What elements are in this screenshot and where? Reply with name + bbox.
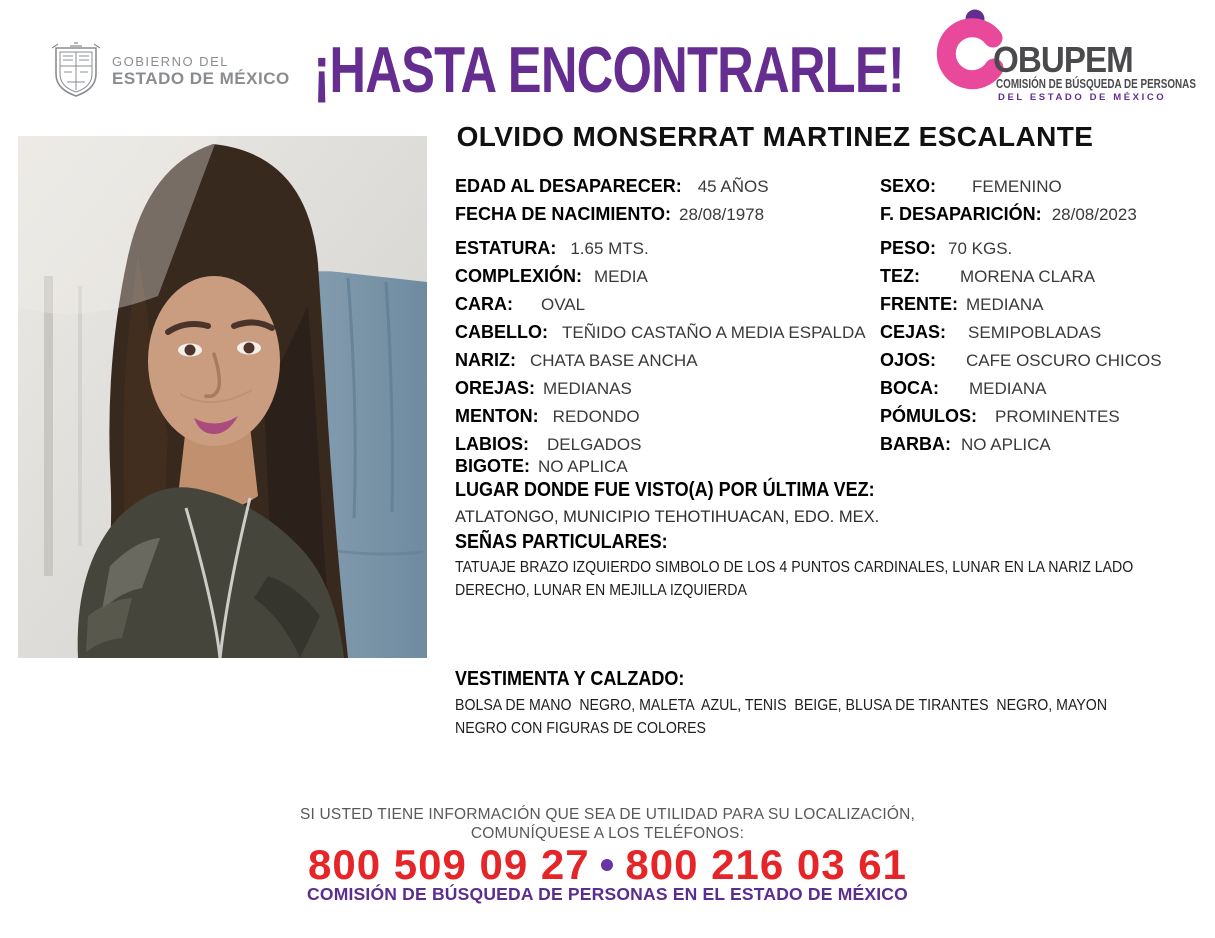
field-value: NO APLICA [538,457,628,476]
field-value: DELGADOS [547,435,642,454]
vestimenta-heading: VESTIMENTA Y CALZADO: [455,668,685,690]
field-value: MEDIANA [969,379,1047,398]
field-value: TEÑIDO CASTAÑO A MEDIA ESPALDA [562,323,866,342]
gov-logo-line1: GOBIERNO DEL [112,53,229,69]
phone-numbers [0,841,1215,889]
field-orejas [455,374,885,402]
cobupem-tagline2: DEL ESTADO DE MÉXICO [998,92,1167,103]
senas-heading: SEÑAS PARTICULARES: [455,531,668,553]
cobupem-wordmark: OBUPEM [993,39,1133,80]
field-label: SEXO: [880,176,937,196]
field-label: CABELLO: [455,322,548,342]
field-barba [880,430,1215,458]
field-label: BARBA: [880,434,951,454]
field-label: LABIOS: [455,434,529,454]
field-pomulos [880,402,1215,430]
field-value: 45 AÑOS [697,177,769,196]
footer-info-line1: SI USTED TIENE INFORMACIÓN QUE SEA DE UTILIDAD PARA SU LOCALIZACIÓN, [299,806,916,823]
field-estatura [455,234,885,262]
field-value: 1.65 MTS. [570,239,649,258]
field-value: OVAL [541,295,586,314]
field-boca [880,374,1215,402]
field-value: FEMENINO [972,177,1062,196]
field-frente [880,290,1215,318]
field-complexion [455,262,885,290]
field-desaparicion [880,200,1215,228]
field-value: MEDIANAS [543,379,632,398]
person-name: OLVIDO MONSERRAT MARTINEZ ESCALANTE [456,121,1094,152]
field-label: OREJAS: [455,378,536,398]
cobupem-logo [933,6,1196,106]
field-value: CAFE OSCURO CHICOS [966,351,1162,370]
field-value: NO APLICA [961,435,1051,454]
footer-org-line: COMISIÓN DE BÚSQUEDA DE PERSONAS EN EL ESTADO DE MÉXICO [307,884,908,904]
missing-person-photo [18,136,427,658]
field-tez [880,262,1215,290]
field-menton [455,402,885,430]
phone-separator-dot: • [599,841,616,888]
edomex-shield-icon [50,42,102,100]
field-label: PESO: [880,238,937,258]
field-label: CARA: [455,294,513,314]
field-edad [455,172,885,200]
field-label: TEZ: [880,266,920,286]
field-bigote [455,452,885,480]
field-label: ESTATURA: [455,238,557,258]
field-label: FRENTE: [880,294,958,314]
field-label: BIGOTE: [455,456,530,476]
field-label: F. DESAPARICIÓN: [880,204,1042,224]
field-sexo [880,172,1215,200]
footer-info-line2: COMUNÍQUESE A LOS TELÉFONOS: [470,825,745,842]
field-value: MORENA CLARA [960,267,1096,286]
field-value: SEMIPOBLADAS [968,323,1102,342]
field-label: EDAD AL DESAPARECER: [455,176,682,196]
last-seen-body: ATLATONGO, MUNICIPIO TEHOTIHUACAN, EDO. MEX. [455,508,880,526]
field-cejas [880,318,1215,346]
gov-logo-line2: ESTADO DE MÉXICO [112,68,290,88]
field-label: PÓMULOS: [880,406,977,426]
field-nacimiento [455,200,885,228]
field-label: NARIZ: [455,350,516,370]
field-value: PROMINENTES [995,407,1120,426]
phone-number-2: 800 216 03 61 [625,841,907,888]
field-label: MENTON: [455,406,539,426]
field-label: COMPLEXIÓN: [455,266,583,286]
field-value: 28/08/1978 [679,205,765,224]
field-value: MEDIANA [966,295,1044,314]
field-label: CEJAS: [880,322,947,342]
field-value: 70 KGS. [948,239,1013,258]
field-ojos [880,346,1215,374]
last-seen-heading: LUGAR DONDE FUE VISTO(A) POR ÚLTIMA VEZ: [455,479,875,501]
fields-column-right [880,172,1215,458]
senas-body: TATUAJE BRAZO IZQUIERDO SIMBOLO DE LOS 4 PUNTOS CARDINALES, LUNAR EN LA NARIZ LADO DERECHO, LUNAR EN MEJILLA IZQUIERDA [455,559,1138,599]
field-label: FECHA DE NACIMIENTO: [455,204,671,224]
field-label: BOCA: [880,378,939,398]
field-value: CHATA BASE ANCHA [530,351,698,370]
cobupem-tagline1: COMISIÓN DE BÚSQUEDA DE PERSONAS [996,77,1196,91]
phone-number-1: 800 509 09 27 [308,841,590,888]
field-value: MEDIA [594,267,648,286]
field-cabello [455,318,885,346]
field-label: OJOS: [880,350,937,370]
field-cara [455,290,885,318]
field-value: REDONDO [552,407,640,426]
field-peso [880,234,1215,262]
poster-title: ¡HASTA ENCONTRARLE! [313,33,905,106]
field-nariz [455,346,885,374]
fields-column-left [455,172,885,480]
vestimenta-body: BOLSA DE MANO NEGRO, MALETA AZUL, TENIS BEIGE, BLUSA DE TIRANTES NEGRO, MAYON NEGRO CON FIGURAS DE COLORES [455,697,1115,737]
field-value: 28/08/2023 [1051,205,1137,224]
